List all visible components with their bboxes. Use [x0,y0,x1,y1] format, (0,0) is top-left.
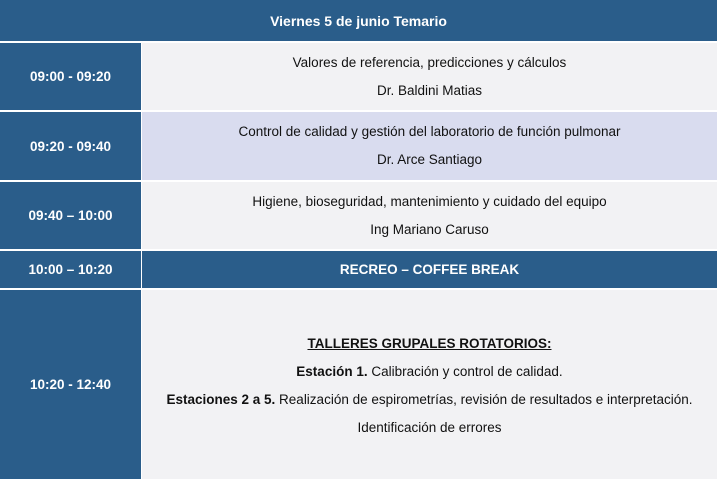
agenda-title: Viernes 5 de junio Temario [270,12,447,29]
workshop-title: TALLERES GRUPALES ROTATORIOS: [307,336,552,351]
session-speaker: Ing Mariano Caruso [370,221,489,237]
station-1-text: Calibración y control de calidad. [367,364,563,379]
time-label: 10:00 – 10:20 [28,262,113,277]
time-label: 09:20 - 09:40 [29,138,112,154]
station-1-label: Estación 1. [296,364,368,379]
break-cell [142,251,717,288]
stations-line [166,386,692,414]
time-cell [0,112,141,180]
session-title: Control de calidad y gestión del laboratorio de función pulmonar [238,124,621,139]
time-cell [0,43,141,110]
stations-label: Estaciones 2 a 5. [166,392,276,407]
session-cell [142,182,717,249]
stations-text: Realización de espirometrías, revisión de resultados e interpretación. [275,392,693,407]
session-title: Valores de referencia, predicciones y cálculos [292,54,567,70]
time-cell [0,251,141,288]
time-cell [0,290,141,479]
agenda-header [0,0,717,41]
break-label: RECREO – COFFEE BREAK [339,261,520,277]
time-label: 10:20 - 12:40 [29,377,112,392]
workshop-cell [142,290,717,479]
time-label: 09:40 – 10:00 [28,208,113,223]
session-title: Higiene, bioseguridad, mantenimiento y cuidado del equipo [252,193,607,209]
session-speaker: Dr. Arce Santiago [376,152,483,167]
station-1-line [296,358,562,386]
session-cell [142,43,717,110]
time-label: 09:00 - 09:20 [29,69,112,84]
session-cell [142,112,717,180]
session-speaker: Dr. Baldini Matias [376,82,483,98]
time-cell [0,182,141,249]
errors-line: Identificación de errores [357,420,502,435]
